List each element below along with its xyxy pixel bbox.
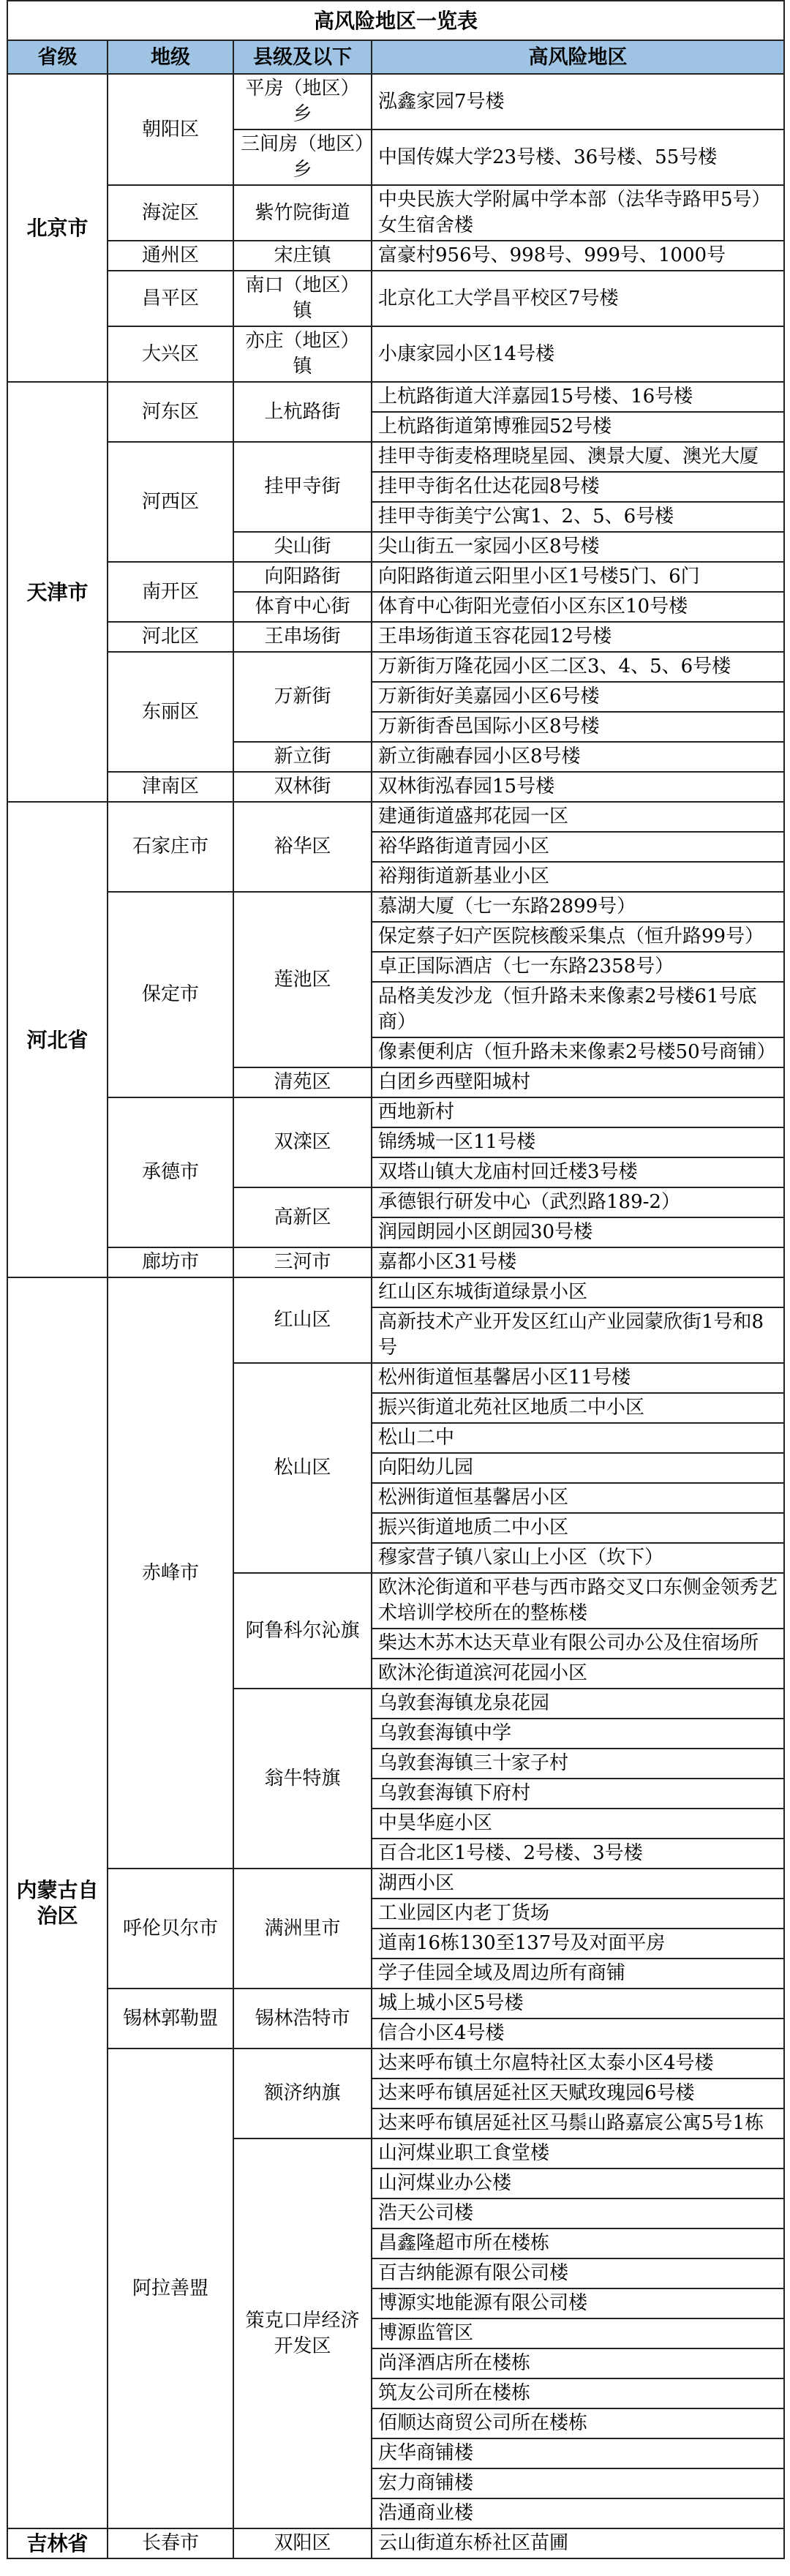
county-cell: 双林街 — [233, 772, 372, 802]
area-cell: 佰顺达商贸公司所在楼栋 — [372, 2408, 784, 2438]
county-cell: 上杭路街 — [233, 382, 372, 442]
area-cell: 上杭路街道第博雅园52号楼 — [372, 412, 784, 442]
area-cell: 挂甲寺街麦格理晓星园、澳景大厦、澳光大厦 — [372, 442, 784, 472]
area-cell: 道南16栋130至137号及对面平房 — [372, 1929, 784, 1959]
area-cell: 双塔山镇大龙庙村回迁楼3号楼 — [372, 1157, 784, 1187]
county-cell: 向阳路街 — [233, 562, 372, 592]
county-cell: 双阳区 — [233, 2528, 372, 2558]
county-cell: 双滦区 — [233, 1097, 372, 1187]
area-cell: 新立街融春园小区8号楼 — [372, 742, 784, 772]
city-cell: 津南区 — [108, 772, 233, 802]
county-cell: 新立街 — [233, 742, 372, 772]
province-cell: 北京市 — [7, 74, 108, 382]
area-cell: 中昊华庭小区 — [372, 1809, 784, 1839]
area-cell: 浩通商业楼 — [372, 2498, 784, 2528]
area-cell: 工业园区内老丁货场 — [372, 1899, 784, 1929]
area-cell: 保定蔡子妇产医院核酸采集点（恒升路99号） — [372, 922, 784, 952]
city-cell: 廊坊市 — [108, 1247, 233, 1277]
area-cell: 红山区东城街道绿景小区 — [372, 1277, 784, 1307]
city-cell: 南开区 — [108, 562, 233, 622]
city-cell: 昌平区 — [108, 271, 233, 326]
area-cell: 建通街道盛邦花园一区 — [372, 802, 784, 832]
county-cell: 体育中心街 — [233, 592, 372, 622]
area-cell: 乌敦套海镇中学 — [372, 1719, 784, 1749]
area-cell: 裕翔街道新基业小区 — [372, 862, 784, 892]
county-cell: 清苑区 — [233, 1067, 372, 1097]
area-cell: 高新技术产业开发区红山产业园蒙欣街1号和8号 — [372, 1307, 784, 1363]
area-cell: 柴达木苏木达天草业有限公司办公及住宿场所 — [372, 1629, 784, 1659]
county-cell: 策克口岸经济开发区 — [233, 2138, 372, 2528]
table-row — [7, 74, 784, 129]
city-cell: 河西区 — [108, 442, 233, 562]
table-row — [7, 442, 784, 472]
city-cell: 长春市 — [108, 2528, 233, 2558]
table-row — [7, 1989, 784, 2019]
area-cell: 品格美发沙龙（恒升路未来像素2号楼61号底商） — [372, 982, 784, 1037]
area-cell: 达来呼布镇居延社区马鬃山路嘉宸公寓5号1栋 — [372, 2109, 784, 2138]
county-cell: 裕华区 — [233, 802, 372, 892]
area-cell: 锦绣城一区11号楼 — [372, 1127, 784, 1157]
table-row — [7, 326, 784, 382]
area-cell: 博源实地能源有限公司楼 — [372, 2288, 784, 2318]
city-cell: 呼伦贝尔市 — [108, 1869, 233, 1989]
area-cell: 山河煤业办公楼 — [372, 2168, 784, 2198]
county-cell: 三河市 — [233, 1247, 372, 1277]
county-cell: 亦庄（地区）镇 — [233, 326, 372, 382]
province-cell: 天津市 — [7, 382, 108, 802]
table-row — [7, 622, 784, 652]
city-cell: 东丽区 — [108, 652, 233, 772]
area-cell: 欧沐沦街道滨河花园小区 — [372, 1659, 784, 1689]
area-cell: 双林街泓春园15号楼 — [372, 772, 784, 802]
area-cell: 宏力商铺楼 — [372, 2468, 784, 2498]
area-cell: 城上城小区5号楼 — [372, 1989, 784, 2019]
province-cell: 河北省 — [7, 802, 108, 1277]
area-cell: 万新街好美嘉园小区6号楼 — [372, 682, 784, 712]
county-cell: 满洲里市 — [233, 1869, 372, 1989]
area-cell: 向阳路街道云阳里小区1号楼5门、6门 — [372, 562, 784, 592]
area-cell: 山河煤业职工食堂楼 — [372, 2138, 784, 2168]
area-cell: 欧沐沦街道和平巷与西市路交叉口东侧金领秀艺术培训学校所在的整栋楼 — [372, 1573, 784, 1629]
city-cell: 承德市 — [108, 1097, 233, 1247]
area-cell: 向阳幼儿园 — [372, 1453, 784, 1483]
area-cell: 庆华商铺楼 — [372, 2438, 784, 2468]
area-cell: 体育中心街阳光壹佰小区东区10号楼 — [372, 592, 784, 622]
header-county: 县级及以下 — [233, 40, 372, 74]
area-cell: 振兴街道地质二中小区 — [372, 1513, 784, 1543]
area-cell: 小康家园小区14号楼 — [372, 326, 784, 382]
area-cell: 上杭路街道大洋嘉园15号楼、16号楼 — [372, 382, 784, 412]
county-cell: 平房（地区）乡 — [233, 74, 372, 129]
city-cell: 保定市 — [108, 892, 233, 1097]
area-cell: 学子佳园全域及周边所有商铺 — [372, 1959, 784, 1989]
area-cell: 穆家营子镇八家山上小区（坎下） — [372, 1543, 784, 1573]
area-cell: 挂甲寺街名仕达花园8号楼 — [372, 472, 784, 502]
city-cell: 锡林郭勒盟 — [108, 1989, 233, 2049]
area-cell: 昌鑫隆超市所在楼栋 — [372, 2228, 784, 2258]
area-cell: 达来呼布镇居延社区天赋玫瑰园6号楼 — [372, 2079, 784, 2109]
area-cell: 裕华路街道青园小区 — [372, 832, 784, 862]
table-row — [7, 271, 784, 326]
area-cell: 松山二中 — [372, 1423, 784, 1453]
area-cell: 达来呼布镇土尔扈特社区太泰小区4号楼 — [372, 2049, 784, 2079]
table-header-row — [7, 40, 784, 74]
area-cell: 慕湖大厦（七一东路2899号） — [372, 892, 784, 922]
area-cell: 承德银行研发中心（武烈路189-2） — [372, 1187, 784, 1217]
area-cell: 博源监管区 — [372, 2318, 784, 2348]
area-cell: 富豪村956号、998号、999号、1000号 — [372, 241, 784, 271]
county-cell: 锡林浩特市 — [233, 1989, 372, 2049]
county-cell: 南口（地区）镇 — [233, 271, 372, 326]
area-cell: 百合北区1号楼、2号楼、3号楼 — [372, 1839, 784, 1869]
area-cell: 振兴街道北苑社区地质二中小区 — [372, 1393, 784, 1423]
area-cell: 信合小区4号楼 — [372, 2019, 784, 2049]
table-row — [7, 2528, 784, 2558]
county-cell: 三间房（地区）乡 — [233, 129, 372, 185]
city-cell: 阿拉善盟 — [108, 2049, 233, 2528]
table-row — [7, 1277, 784, 1307]
province-cell: 内蒙古自治区 — [7, 1277, 108, 2528]
county-cell: 红山区 — [233, 1277, 372, 1363]
county-cell: 紫竹院街道 — [233, 185, 372, 241]
area-cell: 挂甲寺街美宁公寓1、2、5、6号楼 — [372, 502, 784, 532]
county-cell: 阿鲁科尔沁旗 — [233, 1573, 372, 1689]
county-cell: 王串场街 — [233, 622, 372, 652]
county-cell: 万新街 — [233, 652, 372, 742]
table-title-row — [7, 1, 784, 40]
high-risk-areas-table — [7, 0, 785, 2559]
county-cell: 翁牛特旗 — [233, 1689, 372, 1869]
area-cell: 湖西小区 — [372, 1869, 784, 1899]
area-cell: 尚泽酒店所在楼栋 — [372, 2348, 784, 2378]
area-cell: 筑友公司所在楼栋 — [372, 2378, 784, 2408]
area-cell: 嘉都小区31号楼 — [372, 1247, 784, 1277]
table-row — [7, 772, 784, 802]
city-cell: 河北区 — [108, 622, 233, 652]
area-cell: 白团乡西壁阳城村 — [372, 1067, 784, 1097]
area-cell: 乌敦套海镇龙泉花园 — [372, 1689, 784, 1719]
header-province: 省级 — [7, 40, 108, 74]
area-cell: 像素便利店（恒升路未来像素2号楼50号商铺） — [372, 1037, 784, 1067]
county-cell: 尖山街 — [233, 532, 372, 562]
area-cell: 万新街香邑国际小区8号楼 — [372, 712, 784, 742]
table-row — [7, 1247, 784, 1277]
header-city: 地级 — [108, 40, 233, 74]
city-cell: 河东区 — [108, 382, 233, 442]
area-cell: 润园朗园小区朗园30号楼 — [372, 1217, 784, 1247]
area-cell: 万新街万隆花园小区二区3、4、5、6号楼 — [372, 652, 784, 682]
area-cell: 王串场街道玉容花园12号楼 — [372, 622, 784, 652]
county-cell: 高新区 — [233, 1187, 372, 1247]
table-row — [7, 1869, 784, 1899]
table-row — [7, 802, 784, 832]
table-title: 高风险地区一览表 — [7, 1, 784, 40]
province-cell: 吉林省 — [7, 2528, 108, 2558]
table-row — [7, 241, 784, 271]
table-row — [7, 562, 784, 592]
table-row — [7, 2049, 784, 2079]
city-cell: 赤峰市 — [108, 1277, 233, 1869]
area-cell: 松洲街道恒基馨居小区 — [372, 1483, 784, 1513]
county-cell: 挂甲寺街 — [233, 442, 372, 532]
table-row — [7, 1097, 784, 1127]
city-cell: 海淀区 — [108, 185, 233, 241]
area-cell: 松州街道恒基馨居小区11号楼 — [372, 1363, 784, 1393]
county-cell: 莲池区 — [233, 892, 372, 1067]
area-cell: 中央民族大学附属中学本部（法华寺路甲5号）女生宿舍楼 — [372, 185, 784, 241]
area-cell: 北京化工大学昌平校区7号楼 — [372, 271, 784, 326]
city-cell: 通州区 — [108, 241, 233, 271]
area-cell: 尖山街五一家园小区8号楼 — [372, 532, 784, 562]
county-cell: 额济纳旗 — [233, 2049, 372, 2138]
area-cell: 浩天公司楼 — [372, 2198, 784, 2228]
table-row — [7, 652, 784, 682]
city-cell: 朝阳区 — [108, 74, 233, 185]
table-row — [7, 382, 784, 412]
area-cell: 乌敦套海镇下府村 — [372, 1779, 784, 1809]
area-cell: 卓正国际酒店（七一东路2358号） — [372, 952, 784, 982]
area-cell: 云山街道东桥社区苗圃 — [372, 2528, 784, 2558]
area-cell: 泓鑫家园7号楼 — [372, 74, 784, 129]
city-cell: 石家庄市 — [108, 802, 233, 892]
table-row — [7, 892, 784, 922]
area-cell: 中国传媒大学23号楼、36号楼、55号楼 — [372, 129, 784, 185]
area-cell: 百吉纳能源有限公司楼 — [372, 2258, 784, 2288]
table-row — [7, 185, 784, 241]
area-cell: 西地新村 — [372, 1097, 784, 1127]
county-cell: 松山区 — [233, 1363, 372, 1573]
header-area: 高风险地区 — [372, 40, 784, 74]
county-cell: 宋庄镇 — [233, 241, 372, 271]
city-cell: 大兴区 — [108, 326, 233, 382]
area-cell: 乌敦套海镇三十家子村 — [372, 1749, 784, 1779]
